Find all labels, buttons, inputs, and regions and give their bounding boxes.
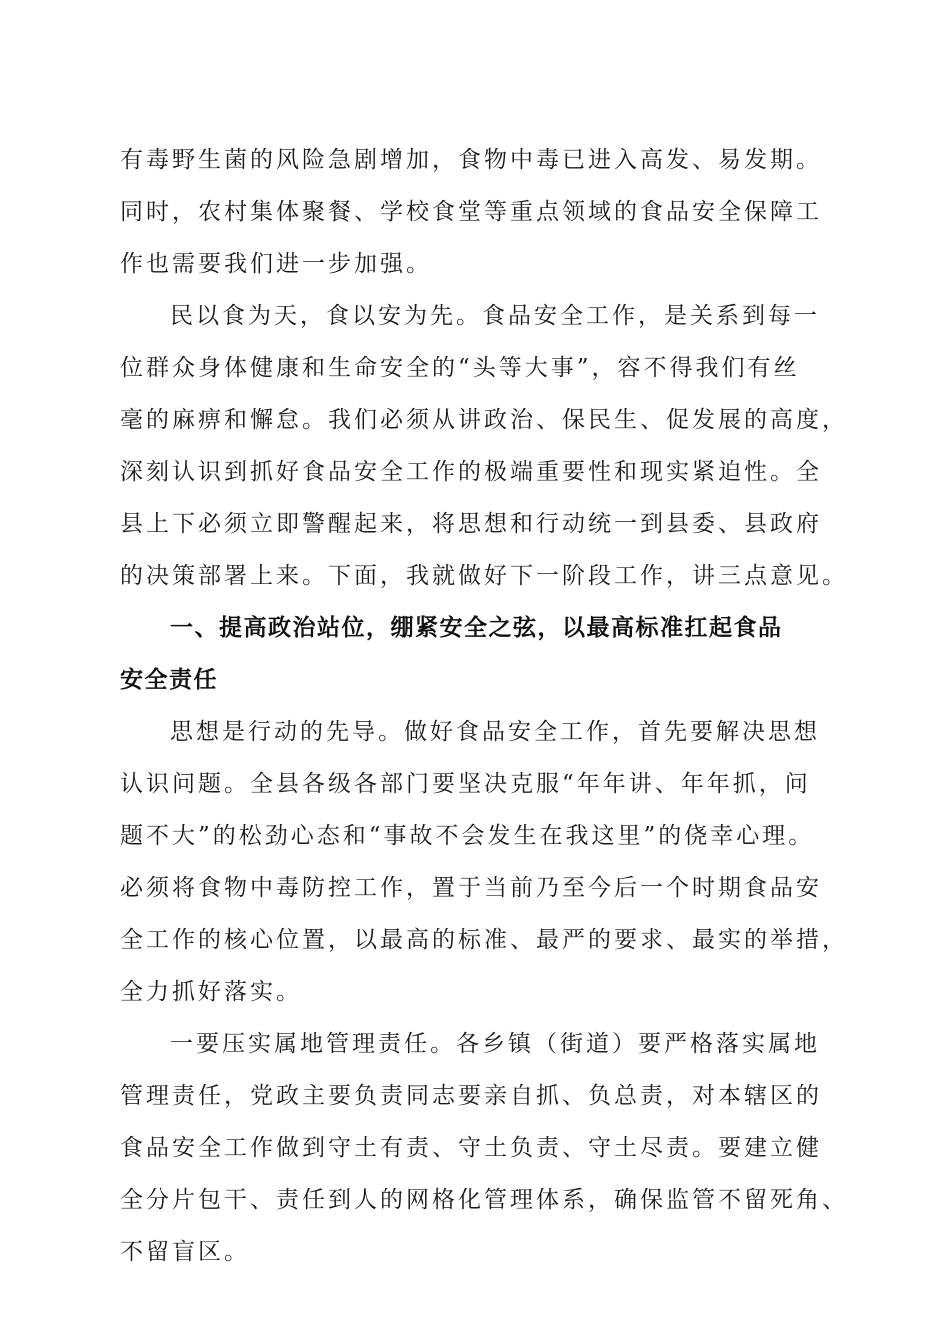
paragraph-line: 民以食为天，食以安为先。食品安全工作，是关系到每一 bbox=[170, 303, 820, 329]
paragraph-line: 思想是行动的先导。做好食品安全工作，首先要解决思想 bbox=[170, 719, 820, 745]
paragraph-line: 深刻认识到抓好食品安全工作的极端重要性和现实紧迫性。全 bbox=[120, 459, 822, 485]
paragraph-line: 县上下必须立即警醒起来，将思想和行动统一到县委、县政府 bbox=[120, 511, 822, 537]
paragraph-line: 认识问题。全县各级各部门要坚决克服“年年讲、年年抓，问 bbox=[120, 771, 811, 797]
section-heading: 一、提高政治站位，绷紧安全之弦，以最高标准扛起食品 bbox=[170, 615, 783, 641]
paragraph-line: 必须将食物中毒防控工作，置于当前乃至今后一个时期食品安 bbox=[120, 875, 822, 901]
paragraph-line: 作也需要我们进一步加强。 bbox=[120, 251, 432, 277]
paragraph-line: 同时，农村集体聚餐、学校食堂等重点领域的食品安全保障工 bbox=[120, 199, 822, 225]
paragraph-line: 的决策部署上来。下面，我就做好下一阶段工作，讲三点意见。 bbox=[120, 563, 848, 589]
paragraph-line: 位群众身体健康和生命安全的“头等大事”，容不得我们有丝 bbox=[120, 355, 800, 381]
paragraph-line: 毫的麻痹和懈怠。我们必须从讲政治、保民生、促发展的高度， bbox=[120, 407, 848, 433]
paragraph-line: 一要压实属地管理责任。各乡镇（街道）要严格落实属地 bbox=[170, 1031, 820, 1057]
paragraph-line: 不留盲区。 bbox=[120, 1239, 250, 1265]
paragraph-line: 题不大”的松劲心态和“事故不会发生在我这里”的侥幸心理。 bbox=[120, 823, 815, 849]
paragraph-line: 管理责任，党政主要负责同志要亲自抓、负总责，对本辖区的 bbox=[120, 1083, 822, 1109]
paragraph-line: 有毒野生菌的风险急剧增加，食物中毒已进入高发、易发期。 bbox=[120, 147, 822, 173]
paragraph-line: 全工作的核心位置，以最高的标准、最严的要求、最实的举措， bbox=[120, 927, 848, 953]
paragraph-line: 食品安全工作做到守土有责、守土负责、守土尽责。要建立健 bbox=[120, 1135, 822, 1161]
paragraph-line: 全分片包干、责任到人的网格化管理体系，确保监管不留死角、 bbox=[120, 1187, 848, 1213]
paragraph-line: 全力抓好落实。 bbox=[120, 979, 302, 1005]
section-heading: 安全责任 bbox=[120, 667, 218, 693]
